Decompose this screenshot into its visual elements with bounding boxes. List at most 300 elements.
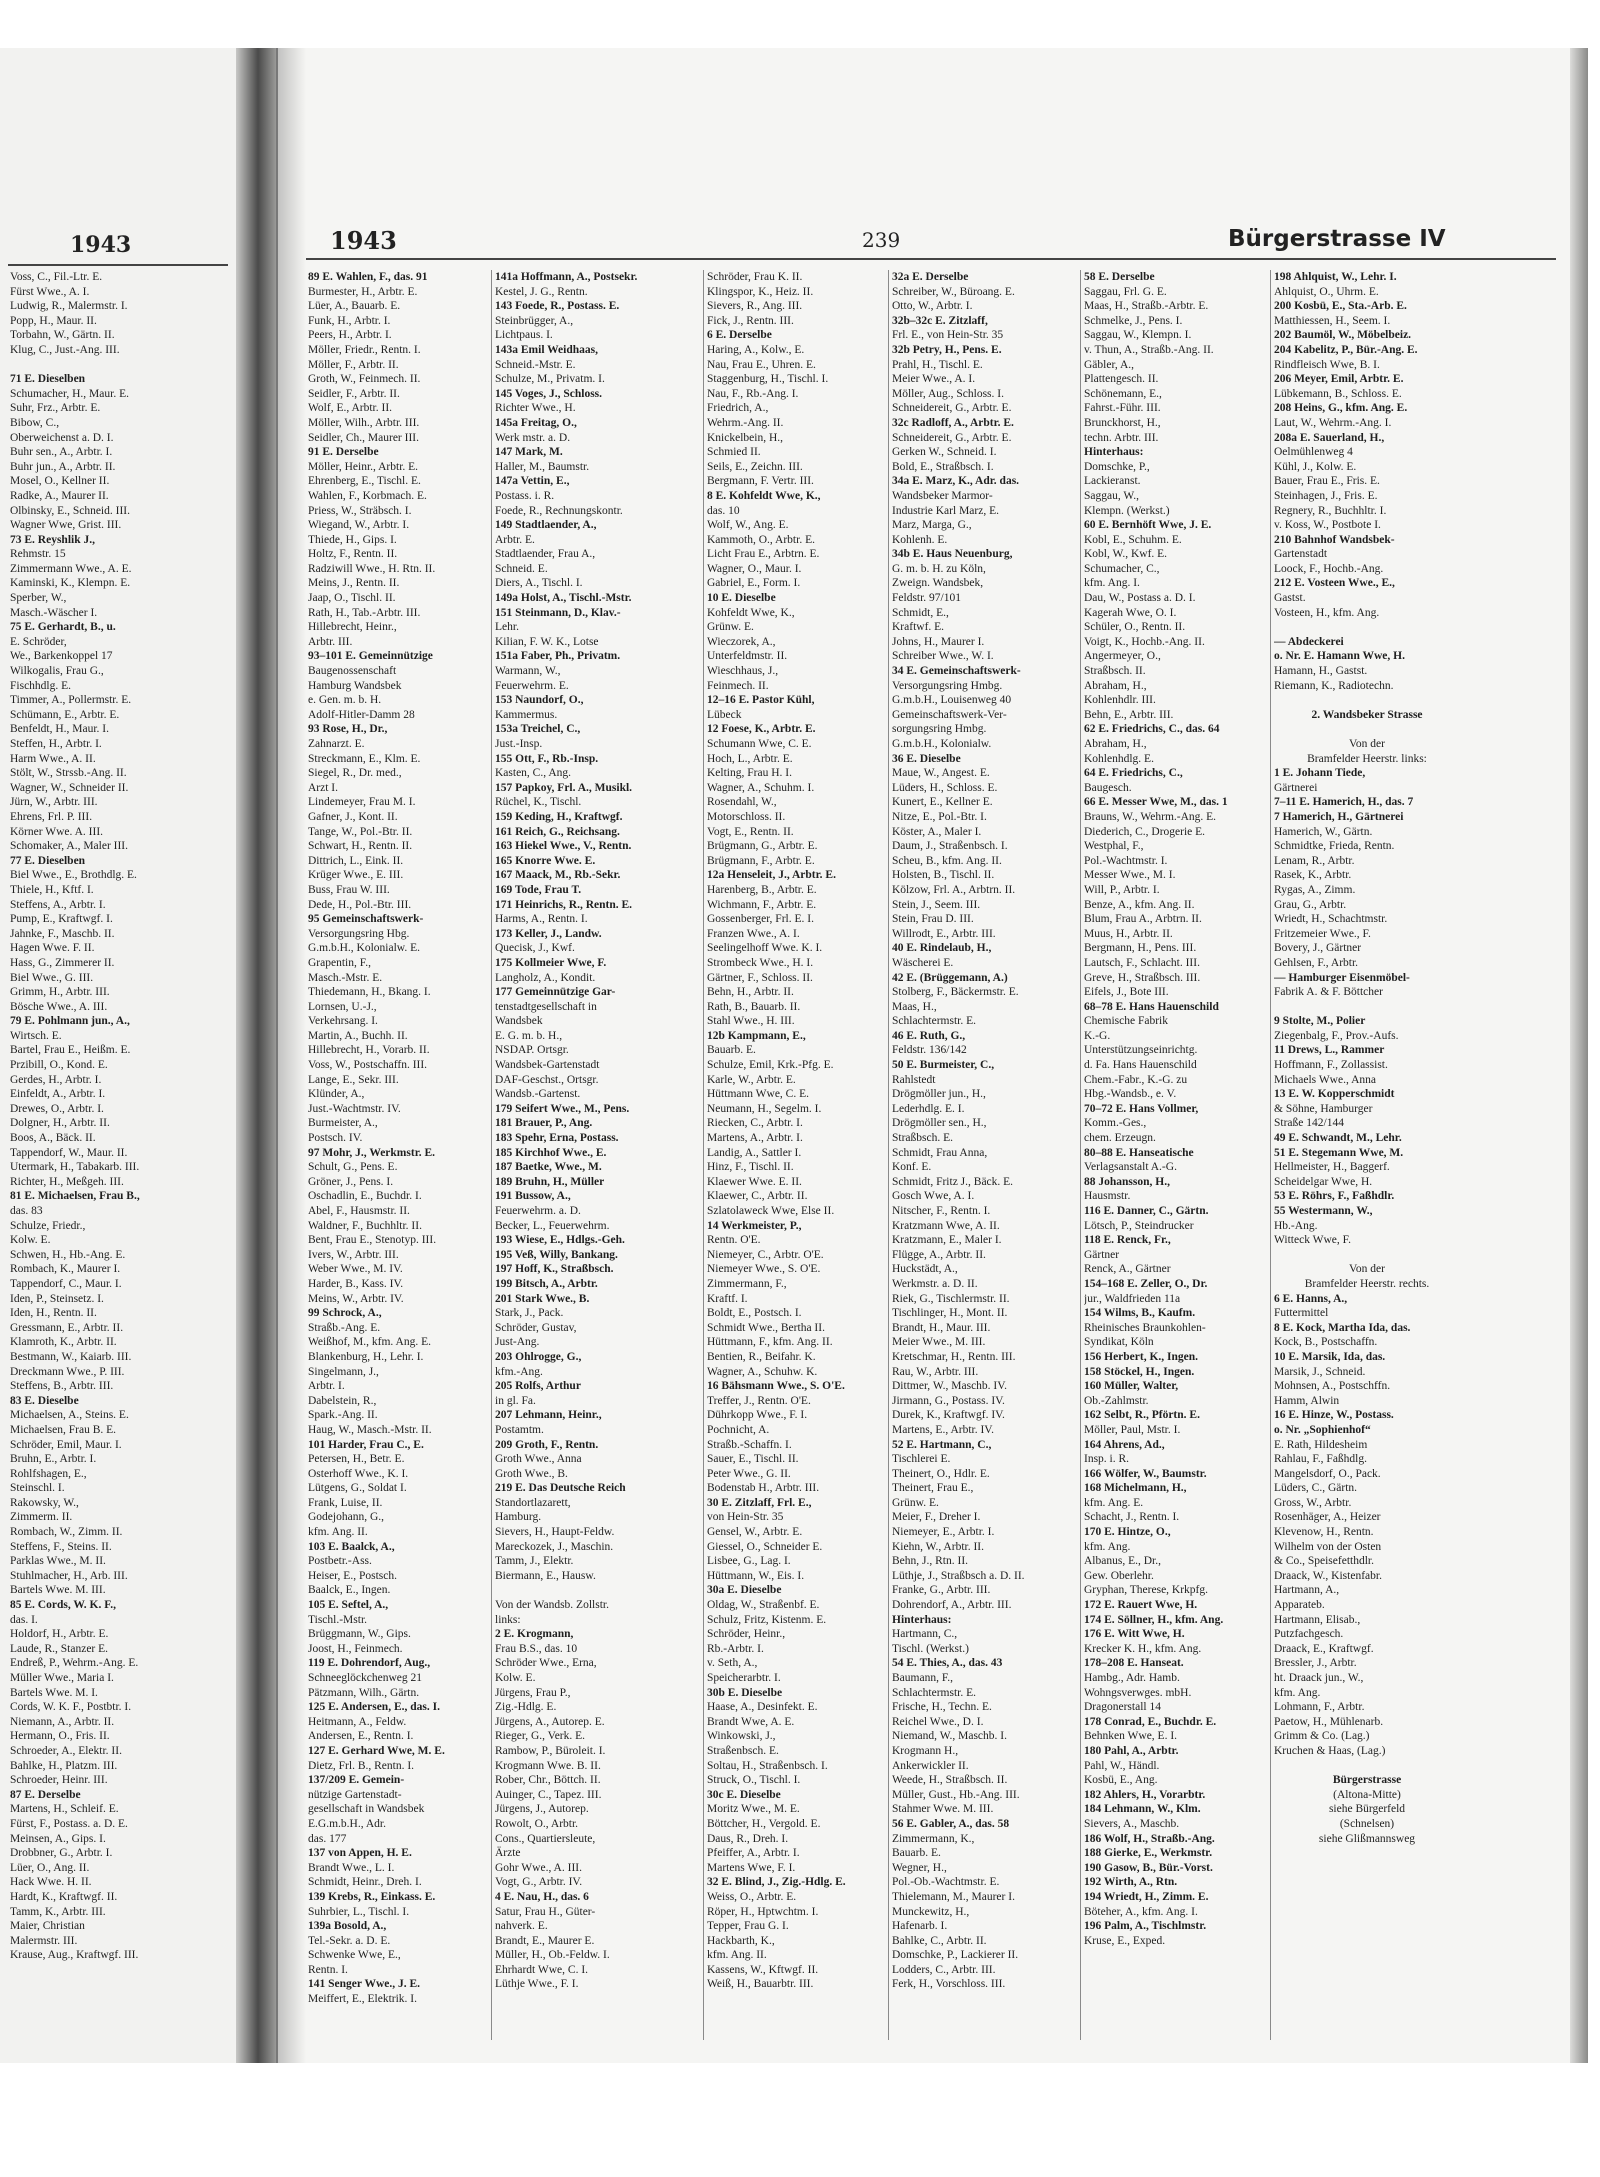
directory-entry: 184 Lehmann, W., Klm. xyxy=(1084,1803,1201,1816)
directory-entry: Bold, E., Straßbsch. I. xyxy=(892,460,994,473)
directory-entry: Bentien, R., Beifahr. K. xyxy=(707,1350,816,1363)
directory-entry: Frl. E., von Hein-Str. 35 xyxy=(892,329,1004,342)
directory-entry: Rentn. I. xyxy=(308,1963,348,1976)
directory-entry: Gärtner xyxy=(1084,1248,1120,1261)
directory-entry: 2 E. Krogmann, xyxy=(495,1628,574,1641)
directory-entry: Groth Wwe., Anna xyxy=(495,1453,582,1466)
directory-entry: Fischhdlg. E. xyxy=(10,679,72,692)
directory-entry: Abraham, H., xyxy=(1084,738,1147,750)
directory-entry: o. Nr. „Sophienhof“ xyxy=(1274,1423,1371,1436)
directory-entry: Kölzow, Frl. A., Arbtrn. II. xyxy=(892,883,1016,896)
directory-entry: Niemeyer, E., Arbtr. I. xyxy=(892,1526,995,1539)
directory-entry: von Hein-Str. 35 xyxy=(707,1511,784,1524)
directory-entry: Motorschloss. II. xyxy=(707,810,786,823)
directory-entry: 208 Heins, G., kfm. Ang. E. xyxy=(1274,402,1408,415)
directory-entry: Kratzmann Wwe, A. II. xyxy=(892,1219,1000,1232)
directory-entry: Biel Wwe., E., Brothdlg. E. xyxy=(10,869,137,882)
directory-entry: Rindfleisch Wwe, B. I. xyxy=(1274,358,1380,371)
directory-entry: Bahlke, H., Platzm. III. xyxy=(10,1759,118,1772)
directory-entry: Schroeder, Heinr. III. xyxy=(10,1774,108,1787)
directory-entry: Eifels, J., Bote III. xyxy=(1084,986,1169,999)
directory-entry: Dittrich, L., Eink. II. xyxy=(308,854,404,867)
directory-entry: e. Gen. m. b. H. xyxy=(308,694,382,707)
directory-entry: Hüttmann, F., kfm. Ang. II. xyxy=(707,1336,833,1349)
directory-entry: 154 Wilms, B., Kaufm. xyxy=(1084,1307,1196,1320)
directory-entry: gesellschaft in Wandsbek xyxy=(308,1803,425,1816)
directory-entry: 149a Holst, A., Tischl.-Mstr. xyxy=(495,592,632,605)
directory-entry: Wandsbeker Marmor- xyxy=(892,489,993,502)
directory-entry: 195 Veß, Willy, Bankang. xyxy=(495,1248,618,1261)
directory-entry: Feinmech. II. xyxy=(707,679,769,692)
directory-entry: Gäbler, A., xyxy=(1084,358,1134,371)
directory-entry: 58 E. Derselbe xyxy=(1084,271,1155,283)
directory-entry: kfm. Ang. II. xyxy=(707,1949,767,1962)
directory-entry: Bibow, C., xyxy=(10,416,60,429)
directory-entry: Laude, R., Stanzer E. xyxy=(10,1642,109,1655)
directory-entry: Schmidt Wwe., Bertha II. xyxy=(707,1321,825,1334)
directory-entry: Just-Ang. xyxy=(495,1336,540,1349)
directory-entry: Durek, K., Kraftwgf. IV. xyxy=(892,1409,1005,1422)
directory-entry: Auinger, C., Tapez. III. xyxy=(495,1788,602,1801)
directory-entry: Meier, F., Dreher I. xyxy=(892,1511,981,1524)
directory-entry: 87 E. Derselbe xyxy=(10,1788,81,1801)
directory-entry: Blum, Frau A., Arbtrn. II. xyxy=(1084,913,1202,926)
directory-entry: Hass, G., Zimmerer II. xyxy=(10,956,115,969)
directory-entry: Hellmeister, H., Baggerf. xyxy=(1274,1161,1390,1174)
directory-entry: Saggau, Frl. G. E. xyxy=(1084,285,1167,298)
directory-column-3 xyxy=(707,270,885,2040)
directory-entry: Schlachtermstr. E. xyxy=(892,1686,976,1699)
directory-column-1 xyxy=(308,270,488,2040)
directory-entry: Priess, W., Sträbsch. I. xyxy=(308,504,412,517)
directory-entry: Rehmstr. 15 xyxy=(10,548,66,561)
directory-entry: Feuerwehrm. a. D. xyxy=(495,1205,581,1217)
directory-entry: Winkowski, J., xyxy=(707,1730,776,1743)
directory-entry: 127 E. Gerhard Wwe, M. E. xyxy=(308,1744,445,1757)
directory-entry: Bahlke, C., Arbtr. II. xyxy=(892,1934,987,1947)
directory-entry: Rheinisches Braunkohlen- xyxy=(1084,1321,1206,1334)
directory-entry: Zig.-Hdlg. E. xyxy=(495,1701,557,1714)
directory-entry: Huckstädt, A., xyxy=(892,1263,958,1276)
left-page-column xyxy=(10,270,232,2040)
directory-entry: Niemeyer, C., Arbtr. O'E. xyxy=(707,1248,824,1261)
directory-entry: 141a Hoffmann, A., Postsekr. xyxy=(495,271,638,283)
directory-entry: Seelingelhoff Wwe. K. I. xyxy=(707,942,823,955)
directory-entry: Lederhdlg. E. I. xyxy=(892,1102,965,1115)
directory-entry: 187 Baetke, Wwe., M. xyxy=(495,1161,602,1174)
directory-entry: Ludwig, R., Malermstr. I. xyxy=(10,300,128,313)
directory-entry: Kohfeldt Wwe, K., xyxy=(707,606,795,619)
directory-entry: 60 E. Bernhöft Wwe, J. E. xyxy=(1084,519,1212,532)
directory-entry: kfm. Ang. I. xyxy=(1084,577,1140,590)
directory-entry: Maas, H., Straßb.-Arbtr. E. xyxy=(1084,300,1209,313)
directory-entry: Utermark, H., Tabakarb. III. xyxy=(10,1161,140,1174)
left-page-header-rule xyxy=(8,264,228,266)
directory-entry: Ehrenberg, E., Tischl. E. xyxy=(308,475,421,488)
directory-entry: Dabelstein, R., xyxy=(308,1394,377,1407)
directory-entry: Schulze, Emil, Krk.-Pfg. E. xyxy=(707,1059,834,1072)
directory-entry: Nau, F., Rb.-Ang. I. xyxy=(707,387,799,400)
directory-entry: Andersen, E., Rentn. I. xyxy=(308,1730,414,1743)
directory-entry: 12b Kampmann, E., xyxy=(707,1029,806,1042)
directory-entry: Stahl Wwe., H. III. xyxy=(707,1015,795,1028)
directory-entry: Rambow, P., Büroleit. I. xyxy=(495,1744,606,1757)
directory-entry: Schulz, Fritz, Kistenm. E. xyxy=(707,1613,827,1626)
directory-entry: Schüler, O., Rentn. II. xyxy=(1084,621,1186,634)
directory-entry: 170 E. Hintze, O., xyxy=(1084,1526,1171,1539)
directory-entry: Fahrst.-Führ. III. xyxy=(1084,402,1161,415)
directory-entry: Wahlen, F., Korbmach. E. xyxy=(308,489,427,502)
directory-entry: Krecker K. H., kfm. Ang. xyxy=(1084,1642,1202,1655)
directory-entry: 157 Papkoy, Frl. A., Musikl. xyxy=(495,781,633,794)
directory-entry: Riemann, K., Radiotechn. xyxy=(1274,679,1394,692)
directory-entry: 95 Gemeinschaftswerk- xyxy=(308,913,424,926)
directory-entry: 182 Ahlers, H., Vorarbtr. xyxy=(1084,1788,1206,1801)
header-rule xyxy=(306,258,1556,260)
directory-entry: Lornsen, U.-J., xyxy=(308,1000,377,1013)
directory-entry: 143 Foede, R., Postass. E. xyxy=(495,300,620,313)
directory-entry: Postamtm. xyxy=(495,1423,544,1436)
directory-entry: Becker, L., Feuerwehrm. xyxy=(495,1219,610,1232)
directory-entry: Richter Wwe., H. xyxy=(495,402,576,415)
directory-entry: Rombach, K., Maurer I. xyxy=(10,1263,121,1276)
directory-entry: Klug, C., Just.-Ang. III. xyxy=(10,343,120,356)
directory-entry: Wichmann, F., Arbtr. E. xyxy=(707,898,817,911)
directory-entry: Hamerich, W., Gärtn. xyxy=(1274,825,1373,838)
directory-entry: Wriedt, H., Schachtmstr. xyxy=(1274,913,1388,926)
directory-entry: Rau, W., Arbtr. III. xyxy=(892,1365,979,1378)
directory-entry: Schröder, Gustav, xyxy=(495,1321,577,1334)
directory-entry: Verlagsanstalt A.-G. xyxy=(1084,1161,1177,1174)
directory-entry: Frau B.S., das. 10 xyxy=(495,1642,578,1655)
directory-entry: Hartmann, A., xyxy=(1274,1584,1340,1597)
directory-entry: Kolw. E. xyxy=(10,1234,51,1247)
directory-entry: Domschke, P., xyxy=(1084,460,1150,473)
directory-entry: Kruchen & Haas, (Lag.) xyxy=(1274,1744,1386,1757)
directory-entry: Zahnarzt. E. xyxy=(308,738,365,750)
directory-entry: Lütgens, G., Soldat I. xyxy=(308,1482,407,1495)
directory-entry: Domschke, P., Lackierer II. xyxy=(892,1949,1019,1962)
directory-entry: Vosteen, H., kfm. Ang. xyxy=(1274,606,1380,619)
directory-entry: Gryphan, Therese, Krkpfg. xyxy=(1084,1584,1209,1597)
directory-entry: Konf. E. xyxy=(892,1161,932,1174)
directory-entry: 4 E. Nau, H., das. 6 xyxy=(495,1890,589,1903)
directory-entry: Tange, W., Pol.-Btr. II. xyxy=(308,825,413,838)
directory-entry: Jürgens, A., Autorep. E. xyxy=(495,1715,605,1728)
directory-entry: Pochnicht, A. xyxy=(707,1423,770,1436)
directory-entry: Pol.-Ob.-Wachtmstr. E. xyxy=(892,1876,1000,1889)
directory-entry: Brüggmann, W., Gips. xyxy=(308,1628,411,1641)
directory-entry: (Schnelsen) xyxy=(1339,1817,1395,1830)
directory-entry: Staggenburg, H., Tischl. I. xyxy=(707,373,829,386)
directory-entry: 118 E. Renck, Fr., xyxy=(1084,1234,1171,1247)
directory-entry: 190 Gasow, B., Bür.-Vorst. xyxy=(1084,1861,1213,1874)
directory-entry: Hartmann, C., xyxy=(892,1628,958,1641)
directory-entry: Postass. i. R. xyxy=(495,489,555,502)
directory-entry: 151 Steinmann, D., Klav.- xyxy=(495,606,621,619)
directory-entry: Knickelbein, H., xyxy=(707,431,784,444)
directory-entry: Böttcher, H., Vergold. E. xyxy=(707,1817,821,1830)
directory-entry: Bauer, Frau E., Fris. E. xyxy=(1274,475,1380,488)
directory-entry: Fick, J., Rentn. III. xyxy=(707,314,794,327)
directory-entry: 164 Ahrens, Ad., xyxy=(1084,1438,1165,1451)
directory-entry: Hambg., Adr. Hamb. xyxy=(1084,1672,1180,1684)
directory-entry: Steffen, H., Arbtr. I. xyxy=(10,738,102,750)
directory-entry: kfm. Ang. II. xyxy=(308,1526,368,1539)
directory-entry: Parklas Wwe., M. II. xyxy=(10,1555,106,1568)
directory-entry: Tamm, J., Elektr. xyxy=(495,1555,574,1568)
directory-entry: Radke, A., Maurer II. xyxy=(10,489,109,502)
directory-entry: 175 Kollmeier Wwe, F. xyxy=(495,956,607,969)
directory-entry: Krüger Wwe., E. III. xyxy=(308,869,404,882)
directory-entry: Biermann, E., Hausw. xyxy=(495,1569,596,1582)
directory-entry: Gärtnerei xyxy=(1274,781,1318,794)
directory-entry: Loock, F., Hochb.-Ang. xyxy=(1274,562,1384,575)
directory-entry: Wagner, A., Schuhw. K. xyxy=(707,1365,818,1378)
directory-entry: Wandsb.-Gartenst. xyxy=(495,1088,581,1101)
directory-entry: Lüthje, J., Straßbsch a. D. II. xyxy=(892,1569,1025,1582)
directory-entry: Mosel, O., Kellner II. xyxy=(10,475,110,488)
directory-entry: Postbetr.-Ass. xyxy=(308,1555,372,1568)
directory-entry: Hillebrecht, H., Vorarb. II. xyxy=(308,1044,430,1057)
directory-entry: Singelmann, J., xyxy=(308,1365,379,1378)
directory-entry: Hamburg. xyxy=(495,1511,542,1524)
directory-entry: 34 E. Gemeinschaftswerk- xyxy=(892,665,1021,678)
directory-entry: Körner Wwe. A. III. xyxy=(10,825,104,838)
directory-entry: Oldag, W., Straßenbf. E. xyxy=(707,1599,820,1612)
directory-entry: Haller, M., Baumstr. xyxy=(495,460,590,473)
directory-entry: Draack, W., Kistenfabr. xyxy=(1274,1569,1382,1582)
directory-entry: Weiß, H., Bauarbtr. III. xyxy=(707,1978,814,1991)
directory-entry: jur., Waldfrieden 11a xyxy=(1084,1292,1181,1305)
directory-entry: Warmann, W., xyxy=(495,665,561,678)
directory-entry: 103 E. Baalck, A., xyxy=(308,1540,395,1553)
directory-entry: Müller, H., Ob.-Feldw. I. xyxy=(495,1949,610,1962)
directory-entry: Wiegand, W., Arbtr. I. xyxy=(308,519,410,532)
directory-entry: Rosenhäger, A., Heizer xyxy=(1274,1511,1381,1524)
directory-entry: Dau, W., Postass a. D. I. xyxy=(1084,592,1196,605)
directory-entry: 93 Rose, H., Dr., xyxy=(308,723,388,736)
directory-entry: Stölt, W., Strssb.-Ang. II. xyxy=(10,767,127,780)
directory-entry: E. Rath, Hildesheim xyxy=(1274,1438,1368,1451)
directory-entry: siehe Bürgerfeld xyxy=(1328,1803,1406,1816)
directory-entry: Chemische Fabrik xyxy=(1084,1015,1168,1028)
directory-entry: Munckewitz, H., xyxy=(892,1905,970,1918)
directory-entry: 204 Kabelitz, P., Bür.-Ang. E. xyxy=(1274,343,1418,356)
directory-entry: Gehlsen, F., Arbtr. xyxy=(1274,956,1359,969)
directory-entry: Drobbner, G., Arbtr. I. xyxy=(10,1847,113,1860)
directory-entry: 137/209 E. Gemein- xyxy=(308,1774,405,1787)
directory-entry: Wilhelm von der Osten xyxy=(1274,1540,1382,1553)
directory-entry: 56 E. Gabler, A., das. 58 xyxy=(892,1817,1010,1830)
directory-entry: Feuerwehrm. E. xyxy=(495,679,569,692)
directory-entry: Szlatolaweck Wwe, Else II. xyxy=(707,1205,835,1217)
directory-entry: Gossenberger, Frl. E. I. xyxy=(707,913,814,926)
directory-entry xyxy=(1274,620,1460,635)
directory-entry: 52 E. Hartmann, C., xyxy=(892,1438,992,1451)
directory-entry: Industrie Karl Marz, E. xyxy=(892,504,999,517)
directory-entry: 177 Gemeinnützige Gar- xyxy=(495,986,616,999)
directory-entry: Cords, W. K. F., Postbtr. I. xyxy=(10,1701,132,1714)
directory-entry: 156 Herbert, K., Ingen. xyxy=(1084,1350,1199,1363)
directory-entry: 32c Radloff, A., Arbtr. E. xyxy=(892,416,1014,429)
directory-entry: Rb.-Arbtr. I. xyxy=(707,1642,764,1655)
directory-entry: — Hamburger Eisenmöbel- xyxy=(1274,971,1410,984)
directory-entry: Zimmermann, F., xyxy=(707,1277,787,1290)
directory-entry: Kestel, J. G., Rentn. xyxy=(495,285,588,298)
directory-entry: Lüer, O., Ang. II. xyxy=(10,1861,90,1874)
directory-entry: Drögmöller jun., H., xyxy=(892,1088,986,1101)
directory-entry: 62 E. Friedrichs, C., das. 64 xyxy=(1084,723,1220,736)
directory-entry: 8 E. Kohfeldt Wwe, K., xyxy=(707,489,821,502)
directory-entry: Prahl, H., Tischl. E. xyxy=(892,358,983,371)
directory-entry: 80–88 E. Hanseatische xyxy=(1084,1146,1194,1159)
directory-entry: 203 Ohlrogge, G., xyxy=(495,1350,582,1363)
directory-entry: Kratzmann, E., Maler I. xyxy=(892,1234,1002,1247)
directory-entry: Kobl, W., Kwf. E. xyxy=(1084,548,1168,561)
directory-entry: Richter, H., Meßgeh. III. xyxy=(10,1175,124,1188)
page-street-title: Bürgerstrasse IV xyxy=(1228,226,1446,252)
directory-entry: Lodders, C., Arbtr. III. xyxy=(892,1963,996,1976)
directory-entry: Dolgner, H., Arbtr. II. xyxy=(10,1117,110,1130)
directory-entry: Arbtr. I. xyxy=(308,1380,345,1393)
directory-entry: Jürn, W., Arbtr. III. xyxy=(10,796,98,809)
directory-entry: Regnery, R., Buchhltr. I. xyxy=(1274,504,1387,517)
directory-entry: Franke, G., Arbtr. III. xyxy=(892,1584,991,1597)
directory-entry: Chem.-Fabr., K.-G. zu xyxy=(1084,1073,1188,1086)
directory-entry: Ahlquist, O., Uhrm. E. xyxy=(1274,285,1379,298)
directory-entry: Bovery, J., Gärtner xyxy=(1274,942,1362,955)
directory-entry: Flügge, A., Arbtr. II. xyxy=(892,1248,986,1261)
directory-entry: Holdorf, H., Arbtr. E. xyxy=(10,1628,109,1641)
directory-entry: Mohnsen, A., Postschffn. xyxy=(1274,1380,1391,1393)
directory-entry: 7 Hamerich, H., Gärtnerei xyxy=(1274,810,1404,823)
directory-entry: Weiss, O., Arbtr. E. xyxy=(707,1890,797,1903)
directory-entry: 185 Kirchhof Wwe., E. xyxy=(495,1146,607,1159)
directory-entry: Bartel, Frau E., Heißm. E. xyxy=(10,1044,131,1057)
directory-entry: G.m.b.H., Kolonialw. xyxy=(892,738,992,750)
directory-entry: 166 Wölfer, W., Baumstr. xyxy=(1084,1467,1207,1480)
directory-entry: Weede, H., Straßbsch. II. xyxy=(892,1774,1008,1787)
directory-entry: Baalck, E., Ingen. xyxy=(308,1584,391,1597)
directory-entry: Wagner, O., Maur. I. xyxy=(707,562,802,575)
directory-entry: Heiser, E., Postsch. xyxy=(308,1569,397,1582)
directory-entry: Möller, Friedr., Rentn. I. xyxy=(308,343,421,356)
directory-entry: Streckmann, E., Klm. E. xyxy=(308,752,421,765)
directory-entry: Kohlenh. E. xyxy=(892,533,948,546)
directory-entry: Kohlenhdlr. III. xyxy=(1084,694,1156,707)
directory-entry: Hermann, O., Fris. II. xyxy=(10,1730,110,1743)
directory-entry: Biel Wwe., G. III. xyxy=(10,971,94,984)
directory-entry: Schröder, Emil, Maur. I. xyxy=(10,1438,122,1451)
directory-entry: Klaewer, C., Arbtr. II. xyxy=(707,1190,808,1203)
directory-entry: Unterstützungseinrichtg. xyxy=(1084,1044,1198,1057)
directory-entry: Hamburg Wandsbek xyxy=(308,679,402,692)
directory-entry: Arbtr. E. xyxy=(495,533,535,546)
directory-entry: G.m.b.H., Louisenweg 40 xyxy=(892,694,1012,707)
directory-entry xyxy=(10,358,232,373)
directory-entry: Thiele, H., Kftf. I. xyxy=(10,883,94,896)
directory-entry: Rakowsky, W., xyxy=(10,1496,79,1509)
directory-entry: Schreiber Wwe., W. I. xyxy=(892,650,994,663)
directory-entry: Baugesch. xyxy=(1084,781,1132,794)
directory-entry: Gosch Wwe, A. I. xyxy=(892,1190,975,1203)
directory-entry: Hinz, F., Tischl. II. xyxy=(707,1161,794,1174)
directory-entry: Meier Wwe., M. III. xyxy=(892,1336,986,1349)
directory-entry: 208a E. Sauerland, H., xyxy=(1274,431,1385,444)
directory-entry: Drögmöller sen., H., xyxy=(892,1117,987,1130)
directory-entry: 85 E. Cords, W. K. F., xyxy=(10,1599,116,1612)
directory-entry: Treffer, J., Rentn. O'E. xyxy=(707,1394,811,1407)
directory-entry: 206 Meyer, Emil, Arbtr. E. xyxy=(1274,373,1404,386)
directory-entry: Wäscherei E. xyxy=(892,956,954,969)
directory-entry: Gartenstadt xyxy=(1274,548,1328,561)
directory-entry: 145a Freitag, O., xyxy=(495,416,577,429)
directory-entry: Böteher, A., kfm. Ang. I. xyxy=(1084,1905,1198,1918)
directory-entry: Saggau, W., Klempn. I. xyxy=(1084,329,1192,342)
directory-entry: links: xyxy=(495,1613,521,1626)
binding-gutter xyxy=(276,48,306,2063)
directory-entry: 64 E. Friedrichs, C., xyxy=(1084,767,1183,780)
directory-entry: Voss, C., Fil.-Ltr. E. xyxy=(10,271,103,283)
directory-entry: Werkmstr. a. D. II. xyxy=(892,1277,978,1290)
directory-entry: Bartels Wwe. M. III. xyxy=(10,1584,106,1597)
directory-entry: 139a Bosold, A., xyxy=(308,1920,387,1933)
directory-entry: Wieschhaus, J., xyxy=(707,665,779,678)
directory-entry: 153a Treichel, C., xyxy=(495,723,581,736)
directory-entry: 99 Schrock, A., xyxy=(308,1307,382,1320)
directory-entry: Wolf, W., Ang. E. xyxy=(707,519,789,532)
directory-entry: Hb.-Ang. xyxy=(1274,1219,1318,1232)
directory-entry: 147 Mark, M. xyxy=(495,446,563,459)
directory-entry: 149 Stadtlaender, A., xyxy=(495,519,597,532)
directory-entry: Pfeiffer, A., Arbtr. I. xyxy=(707,1847,800,1860)
directory-entry: 89 E. Wahlen, F., das. 91 xyxy=(308,271,428,283)
directory-entry: E.G.m.b.H., Adr. xyxy=(308,1817,386,1830)
directory-entry: 174 E. Söllner, H., kfm. Ang. xyxy=(1084,1613,1224,1626)
directory-entry: Krogmann Wwe. B. II. xyxy=(495,1759,601,1772)
directory-entry: Kunert, E., Kellner E. xyxy=(892,796,993,809)
directory-entry: Kagerah Wwe, O. I. xyxy=(1084,606,1177,619)
directory-entry: Grapentin, F., xyxy=(308,956,371,969)
directory-entry: Blankenburg, H., Lehr. I. xyxy=(308,1350,424,1363)
directory-entry: Lüders, H., Schloss. E. xyxy=(892,781,998,794)
column-divider xyxy=(703,270,704,2040)
directory-entry: 7–11 E. Hamerich, H., das. 7 xyxy=(1274,796,1414,809)
directory-entry: 169 Tode, Frau T. xyxy=(495,883,582,896)
directory-entry: Albanus, E., Dr., xyxy=(1084,1555,1161,1568)
directory-column-2 xyxy=(495,270,700,2040)
directory-entry: E. G. m. b. H., xyxy=(495,1029,563,1042)
directory-entry: 55 Westermann, W., xyxy=(1274,1205,1373,1217)
directory-entry: Ob.-Zahlmstr. xyxy=(1084,1394,1149,1407)
directory-entry: Wirtsch. E. xyxy=(10,1029,62,1042)
directory-entry: tenstadtgesellschaft in xyxy=(495,1000,597,1013)
directory-entry: Endreß, P., Wehrm.-Ang. E. xyxy=(10,1657,139,1670)
directory-entry: Grau, G., Arbtr. xyxy=(1274,898,1347,911)
directory-entry: Schmelke, J., Pens. I. xyxy=(1084,314,1183,327)
directory-entry: Mangelsdorf, O., Pack. xyxy=(1274,1467,1381,1480)
directory-entry: das. 83 xyxy=(10,1205,43,1217)
directory-entry: Behn, H., Arbtr. II. xyxy=(707,986,794,999)
directory-entry: 173 Keller, J., Landw. xyxy=(495,927,602,940)
directory-entry: Schreiber, W., Büroang. E. xyxy=(892,285,1015,298)
directory-entry: Schönemann, E., xyxy=(1084,387,1162,400)
directory-entry: Sperber, W., xyxy=(10,592,67,605)
directory-entry: Abel, F., Hausmstr. II. xyxy=(308,1205,410,1217)
directory-entry: Möller, Paul, Mstr. I. xyxy=(1084,1423,1181,1436)
directory-entry: Schwenke Wwe, E., xyxy=(308,1949,401,1962)
